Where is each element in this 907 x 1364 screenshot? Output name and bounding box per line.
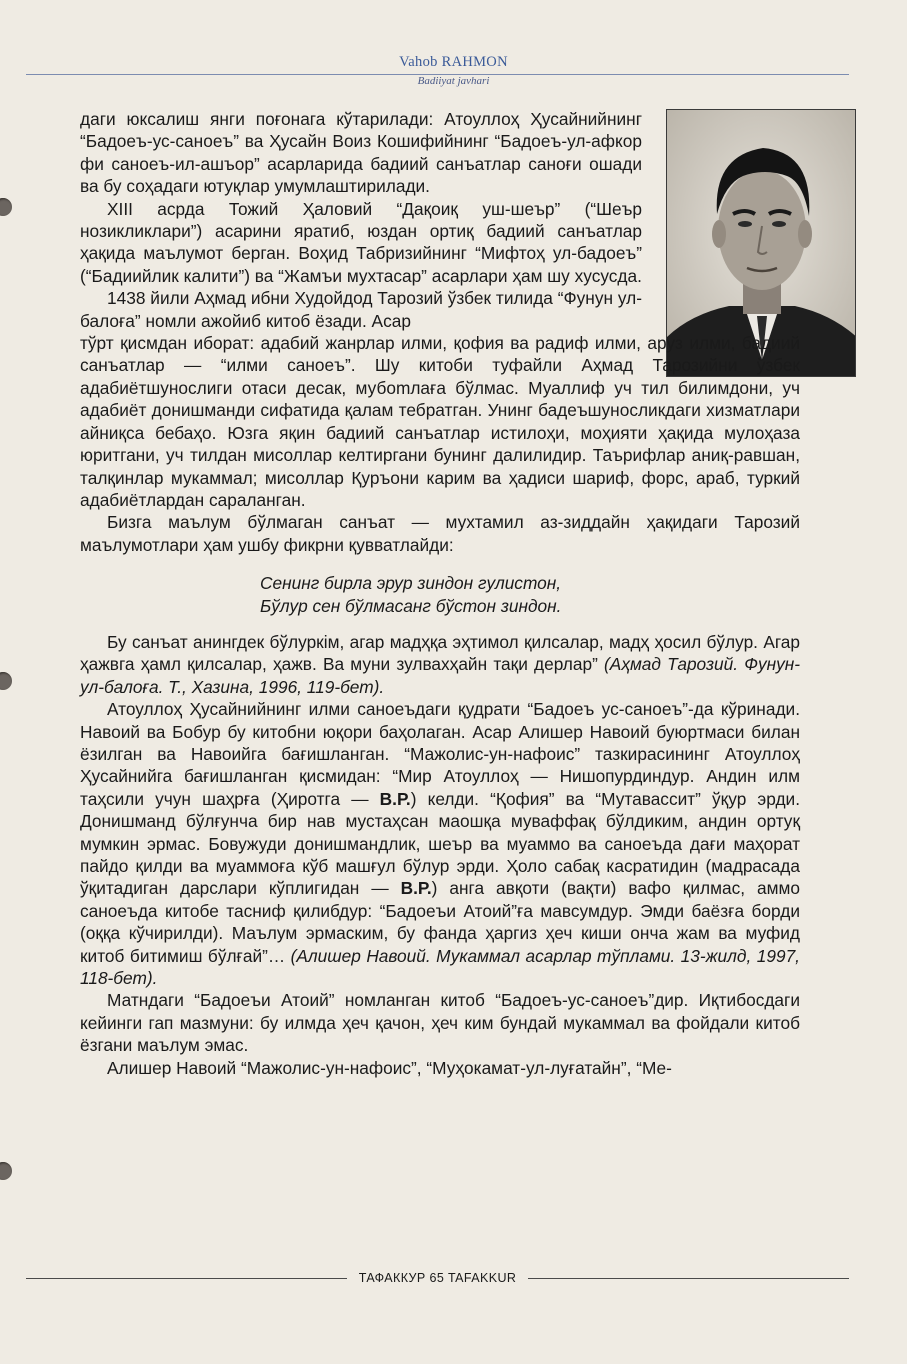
paragraph: тўрт қисмдан иборат: адабий жанрлар илми, қофия ва радиф илми, аруз илми, бадиий санъатлар — “илми саноеъ”. Шу китоби туфайли Аҳмад Тарозийни ўзбек адабиётшунослиги отаси десак, мубоmлаға бўлмас. Муаллиф уч тил билимдони, уч адабиёт донишманди сифатида қалам тебратган. Унинг бадеъшуносликдаги хизматлари айниқса бебаҳо. Юзга яқин бадиий санъатлар истилоҳи, моҳияти ҳақида мулоҳаза юритгани, уч тилдан мисоллар келтиргани бунинг далилидир. Таърифлар аниқ-равшан, талқинлар мукаммал; мисоллар Қуръони карим ва ҳадиси шариф, форс, араб, туркий адабиётлардан сараланган. xyxy=(80,333,800,510)
citation: (Алишер Навоий. Мукаммал асарлар тўплами. 13-жилд, 1997, 118-бет). xyxy=(80,945,800,989)
paragraph-text: Бу санъат анингдек бўлуркім, агар мадҳқа эҳтимол қилсалар, мадҳ ҳосил бўлур. Агар ҳажвга ҳамл қилсалар, ҳажв. Ва муни зулвахҳайн тақи дерлар” xyxy=(80,631,800,675)
header-subtitle: Badiiyat javhari xyxy=(417,75,490,87)
paragraph: XIII асрда Тожий Ҳаловий “Дақоиқ уш-шеър” (“Шеър нозикликлари”) асарини яратиб, юздан ортиқ бадиий санъатлар ҳақида маълумот берган. Воҳид Табризийнинг “Мифтоҳ ул-бадоеъ” (“Бадиийлик калити”) ва “Жамъи мухтасар” асарлари ҳам шу хусусда. xyxy=(80,198,642,286)
paragraph: Бизга маълум бўлмаган санъат — мухтамил аз-зиддайн ҳақидаги Тарозий маълумотлари ҳам ушбу фикрни қувватлайди: xyxy=(80,512,800,555)
initials: В.Р. xyxy=(379,788,411,809)
footer-rule-right xyxy=(528,1278,849,1279)
page-footer xyxy=(26,1268,849,1288)
paragraph: 1438 йили Аҳмад ибни Худойдод Тарозий ўзбек тилида “Фунун ул-балоға” номли ажойиб китоб ёзади. Асар xyxy=(80,288,642,331)
punch-hole xyxy=(0,672,12,690)
punch-hole xyxy=(0,198,12,216)
paragraph-text: ) келди. “Қофия” ва “Мутавассит” ўқур эрди. Донишманд бўлғунча бир нав мустаҳсан маошқа муваффақ бўлдиким, андин ортуқ мумкин эрмас. Бовужуди донишмандлик, шеър ва муаммо ва саноеъда дағи маҳорат пайдо қилди ва муаммоға кўб машғул бўлур эрди. Ҳоло сабақ касратидин (мадрасада ўқитадиган дарслари кўплигидан — xyxy=(80,788,801,899)
citation: (Аҳмад Тарозий. Фунун-ул-балоға. Т., Хазина, 1996, 119-бет). xyxy=(80,654,801,697)
footer-rule-left xyxy=(26,1278,347,1279)
paragraph-text: Атоуллоҳ Ҳусайнийнинг илми саноеъдаги қудрати “Бадоеъ ус-саноеъ”-да кўринади. Навоий ва Бобур бу китобни юқори баҳолаган. Асар Алишер Навоий буюртмаси билан ёзилган ва Навоийга бағишланган. “Мажолис-ун-нафоис” тазкирасининг Атоуллоҳ Ҳусайнийга бағишланган қисмидан: “Мир Атоуллоҳ — Нишопурдиндур. Андин илм таҳсили учун шаҳрға (Ҳиротга — xyxy=(80,699,800,809)
paragraph xyxy=(80,631,800,698)
initials: В.Р. xyxy=(400,878,432,899)
poem-line: Бўлур сен бўлмасанг бўстон зиндон. xyxy=(260,595,562,616)
running-header xyxy=(0,54,907,87)
paragraph: Матндаги “Бадоеъи Атоий” номланган китоб “Бадоеъ-ус-саноеъ”дир. Иқтибосдаги кейинги гап мазмуни: бу илмда ҳеч қачон, ҳеч ким бундай мукаммал ва фойдали китоб ёзгани маълум эмас. xyxy=(80,990,800,1056)
article-body xyxy=(80,108,800,1079)
footer-page-label: ТАФАККУР 65 TAFAKKUR xyxy=(358,1271,517,1285)
header-author: Vahob RAHMON xyxy=(399,54,508,70)
paragraph-text: ) анга авқоти (вақти) вафо қилмас, аммо саноеъда китобе тасниф қилибдур: “Бадоеъи Атоий”ға мавсумдур. Эмди баёзға борди (оққа кўчирилди). Маълум эрмаским, бу фанда ҳаргиз ҳеч киши онча жам ва муфид китоб битимиш бўлғай”… xyxy=(80,878,800,966)
paragraph: Алишер Навоий “Мажолис-ун-нафоис”, “Муҳокамат-ул-луғатайн”, “Ме- xyxy=(107,1057,672,1078)
header-rule xyxy=(26,74,849,75)
paragraph: даги юксалиш янги поғонага кўтарилади: Атоуллоҳ Ҳусайнийнинг “Бадоеъ-ус-саноеъ” ва Ҳусайн Воиз Кошифийнинг “Бадоеъ-ул-афкор фи саноеъ-ил-ашъор” асарларида бадиий санъатлар саноғи ошади ва бу соҳадаги ютуқлар умумлаштирилади. xyxy=(80,109,642,197)
punch-hole xyxy=(0,1162,12,1180)
poem-quote xyxy=(80,572,800,617)
poem-line: Сенинг бирла эрур зиндон гулистон, xyxy=(260,573,562,594)
paragraph xyxy=(80,698,800,989)
